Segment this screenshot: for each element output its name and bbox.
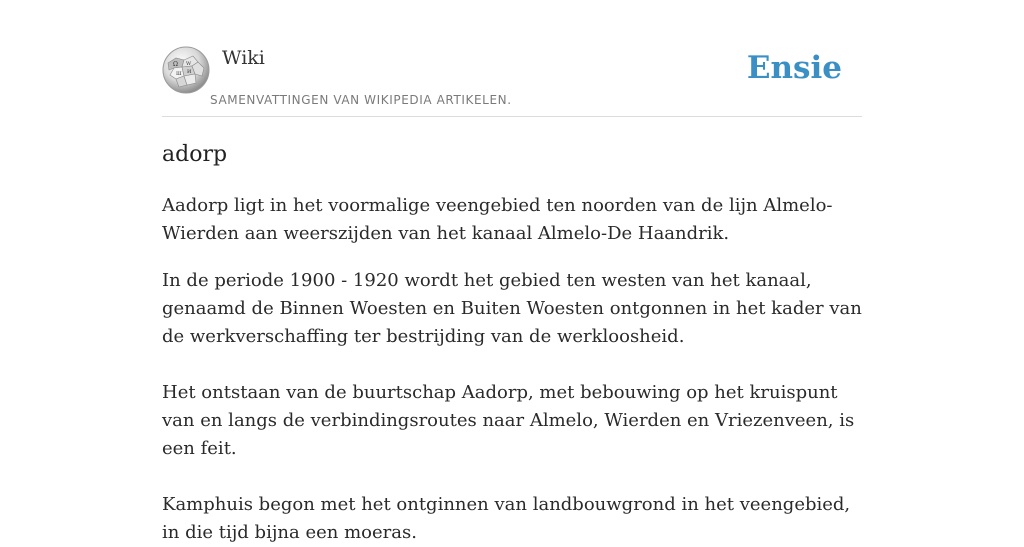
svg-text:W: W	[186, 61, 192, 67]
article-paragraph: In de periode 1900 - 1920 wordt het gebied ten westen van het kanaal, genaamd de Binnen Woesten en Buiten Woesten ontgonnen in het kader van de werkverschaffing ter bestrijding van de werkloosheid.	[162, 270, 862, 347]
article	[162, 140, 862, 547]
site-header	[162, 0, 862, 117]
brand-logo[interactable]: Ensie	[746, 50, 842, 86]
article-paragraph: Kamphuis begon met het ontginnen van landbouwgrond in het veengebied, in die tijd bijna een moeras.	[162, 494, 851, 543]
wikipedia-globe-icon[interactable]	[162, 46, 210, 94]
svg-text:Ω: Ω	[173, 61, 178, 68]
site-tagline: SAMENVATTINGEN VAN WIKIPEDIA ARTIKELEN.	[210, 93, 512, 107]
svg-text:Ш: Ш	[176, 71, 182, 77]
site-name[interactable]: Wiki	[222, 47, 265, 69]
svg-text:И: И	[187, 69, 192, 75]
article-paragraph: Het ontstaan van de buurtschap Aadorp, met bebouwing op het kruispunt van en langs de verbindingsroutes naar Almelo, Wierden en Vriezenveen, is een feit.	[162, 382, 855, 459]
article-paragraph: Aadorp ligt in het voormalige veengebied ten noorden van de lijn Almelo-Wierden aan weerszijden van het kanaal Almelo-De Haandrik.	[162, 195, 833, 244]
article-title: adorp	[162, 142, 228, 167]
